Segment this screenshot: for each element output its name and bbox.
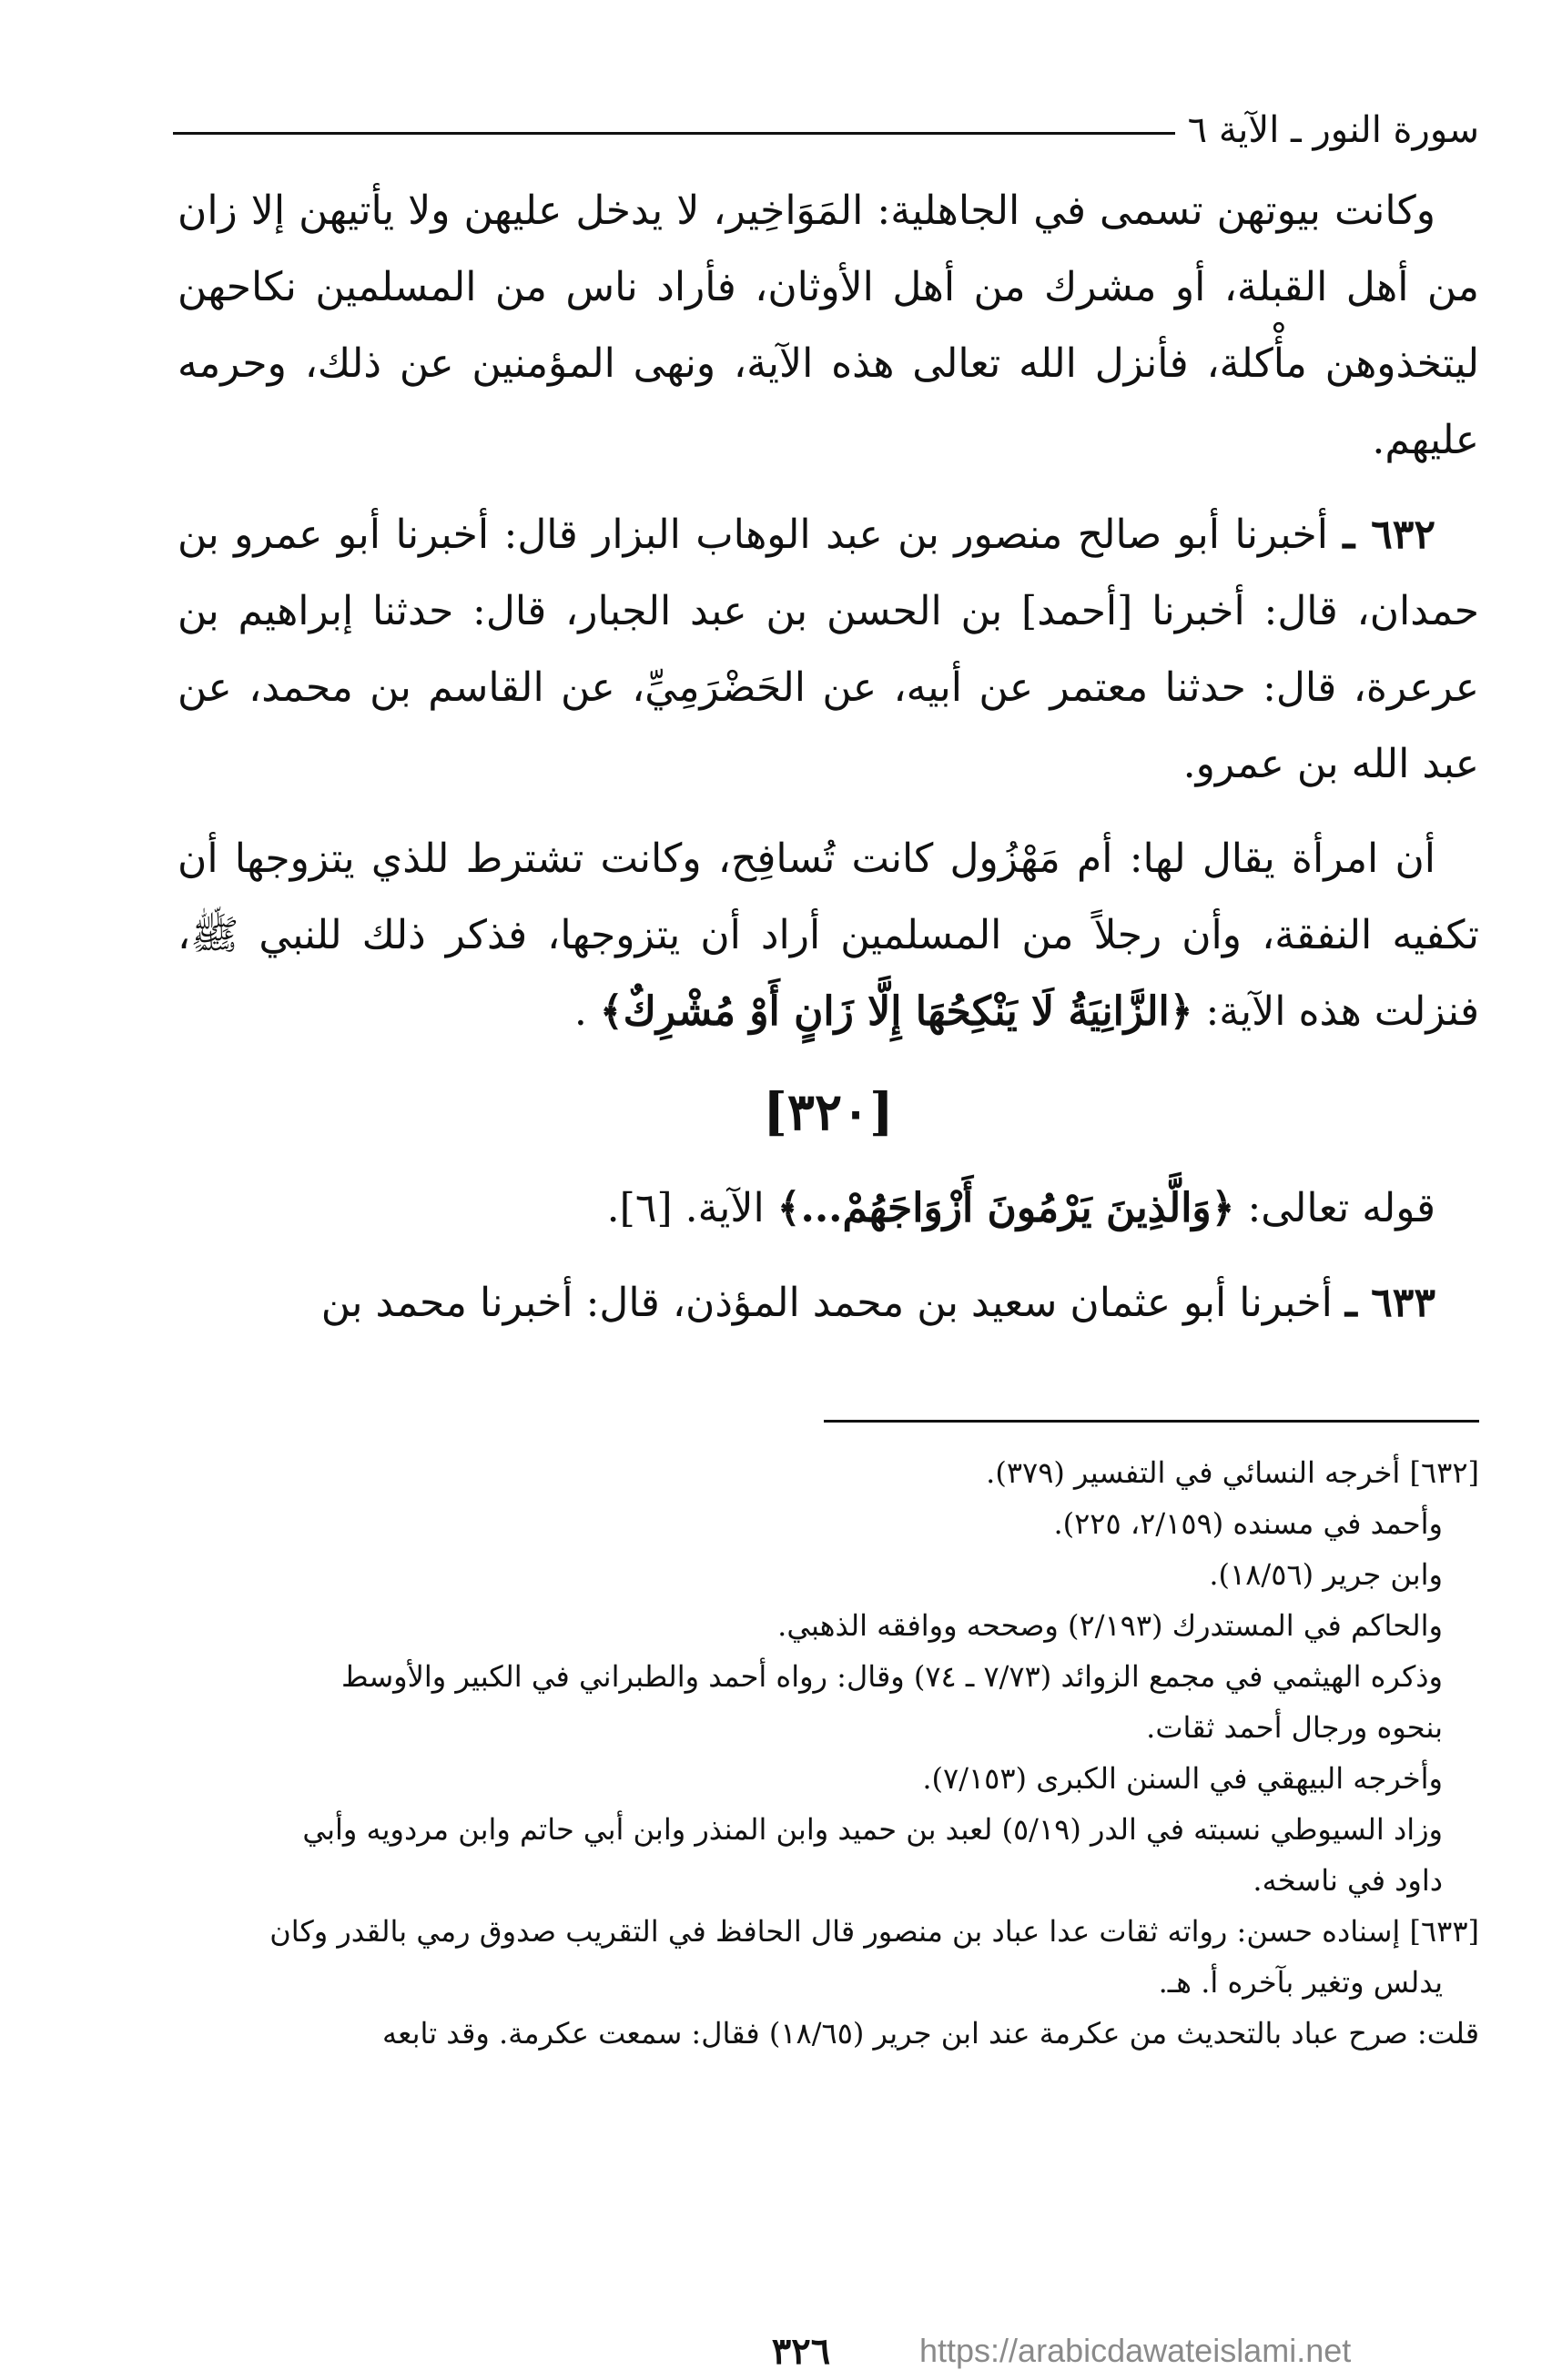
story-text: أن امرأة يقال لها: أم مَهْزُول كانت تُسافِح، وكانت تشترط للذي يتزوجها أن تكفيه النفقة، وأن رجلاً من المسلمين أراد أن يتزوجها، فذكر ذلك للنبي ﷺ، فنزلت هذه الآية: (178, 836, 1479, 1035)
page-number: ٣٢٦ (771, 2330, 831, 2373)
narration-633 (178, 1265, 1479, 1342)
footnote-line: وذكره الهيثمي في مجمع الزوائد (٧/٧٣ ـ ٧٤) وقال: رواه أحمد والطبراني في الكبير والأوسط (340, 1659, 1443, 1694)
verse-heading-label: قوله تعالى: (1247, 1185, 1435, 1231)
paragraph-intro: وكانت بيوتهن تسمى في الجاهلية: المَوَاخِير، لا يدخل عليهن ولا يأتيهن إلا زان من أهل القبلة، أو مشرك من أهل الأوثان، فأراد ناس من المسلمين نكاحهن ليتخذوهن مأْكلة، فأنزل الله تعالى هذه الآية، ونهى المؤمنين عن ذلك، وحرمه عليهم. (178, 187, 1479, 463)
main-text (178, 173, 1479, 1342)
running-header (173, 107, 1479, 153)
header-rule (173, 132, 1175, 135)
narration-text-633: أخبرنا أبو عثمان سعيد بن محمد المؤذن، قال: أخبرنا محمد بن (320, 1280, 1333, 1326)
footnote-line: قلت: صرح عباد بالتحديث من عكرمة عند ابن جرير (١٨/٦٥) فقال: سمعت عكرمة. وقد تابعه (381, 2016, 1479, 2051)
narration-number-633: ٦٣٣ ـ (1344, 1280, 1435, 1326)
footnote-line: بنحوه ورجال أحمد ثقات. (1146, 1710, 1443, 1745)
footnote-line: والحاكم في المستدرك (٢/١٩٣) وصححه ووافقه الذهبي. (777, 1608, 1443, 1643)
paragraph-story (178, 821, 1479, 1050)
footnote-line: وابن جرير (١٨/٥٦). (1209, 1557, 1443, 1592)
narration-number-632: ٦٣٢ ـ (1343, 511, 1435, 558)
footnote-632: [٦٣٢] أخرجه النسائي في التفسير (٣٧٩). (986, 1455, 1479, 1490)
section-number: [٣٢٠] (763, 1082, 894, 1142)
footnote-line: وأخرجه البيهقي في السنن الكبرى (٧/١٥٣). (922, 1761, 1443, 1796)
watermark-url: https://arabicdawateislami.net (919, 2332, 1352, 2369)
story-end: . (573, 988, 587, 1035)
verse-heading-end: الآية. [٦]. (606, 1185, 765, 1231)
footnotes (178, 1447, 1479, 2059)
footnote-633: [٦٣٣] إسناده حسن: رواته ثقات عدا عباد بن منصور قال الحافظ في التقريب صدوق رمي بالقدر وكان (269, 1914, 1479, 1949)
quran-verse-2: ﴿وَالَّذِينَ يَرْمُونَ أَزْوَاجَهُمْ...﴾ (776, 1185, 1235, 1231)
narration-632 (178, 497, 1479, 803)
footnote-line: يدلس وتغير بآخره أ. هـ. (1158, 1965, 1443, 2000)
footnote-rule (824, 1420, 1479, 1423)
narration-text-632: أخبرنا أبو صالح منصور بن عبد الوهاب البزار قال: أخبرنا أبو عمرو بن حمدان، قال: أخبرنا [أحمد] بن الحسن بن عبد الجبار، قال: حدثنا إبراهيم بن عرعرة، قال: حدثنا معتمر عن أبيه، عن الحَضْرَمِيِّ، عن القاسم بن محمد، عن عبد الله بن عمرو. (178, 511, 1479, 787)
verse-heading (178, 1170, 1479, 1247)
footnote-line: وأحمد في مسنده (٢/١٥٩، ٢٢٥). (1053, 1506, 1443, 1541)
footnote-line: داود في ناسخه. (1253, 1863, 1443, 1898)
quran-verse-1: ﴿الزَّانِيَةُ لَا يَنْكِحُهَا إِلَّا زَانٍ أَوْ مُشْرِكٌ﴾ (599, 988, 1193, 1035)
footnote-line: وزاد السيوطي نسبته في الدر (٥/١٩) لعبد بن حميد وابن المنذر وابن أبي حاتم وابن مردويه وأبي (302, 1812, 1443, 1847)
header-title: سورة النور ـ الآية ٦ (1187, 109, 1479, 151)
